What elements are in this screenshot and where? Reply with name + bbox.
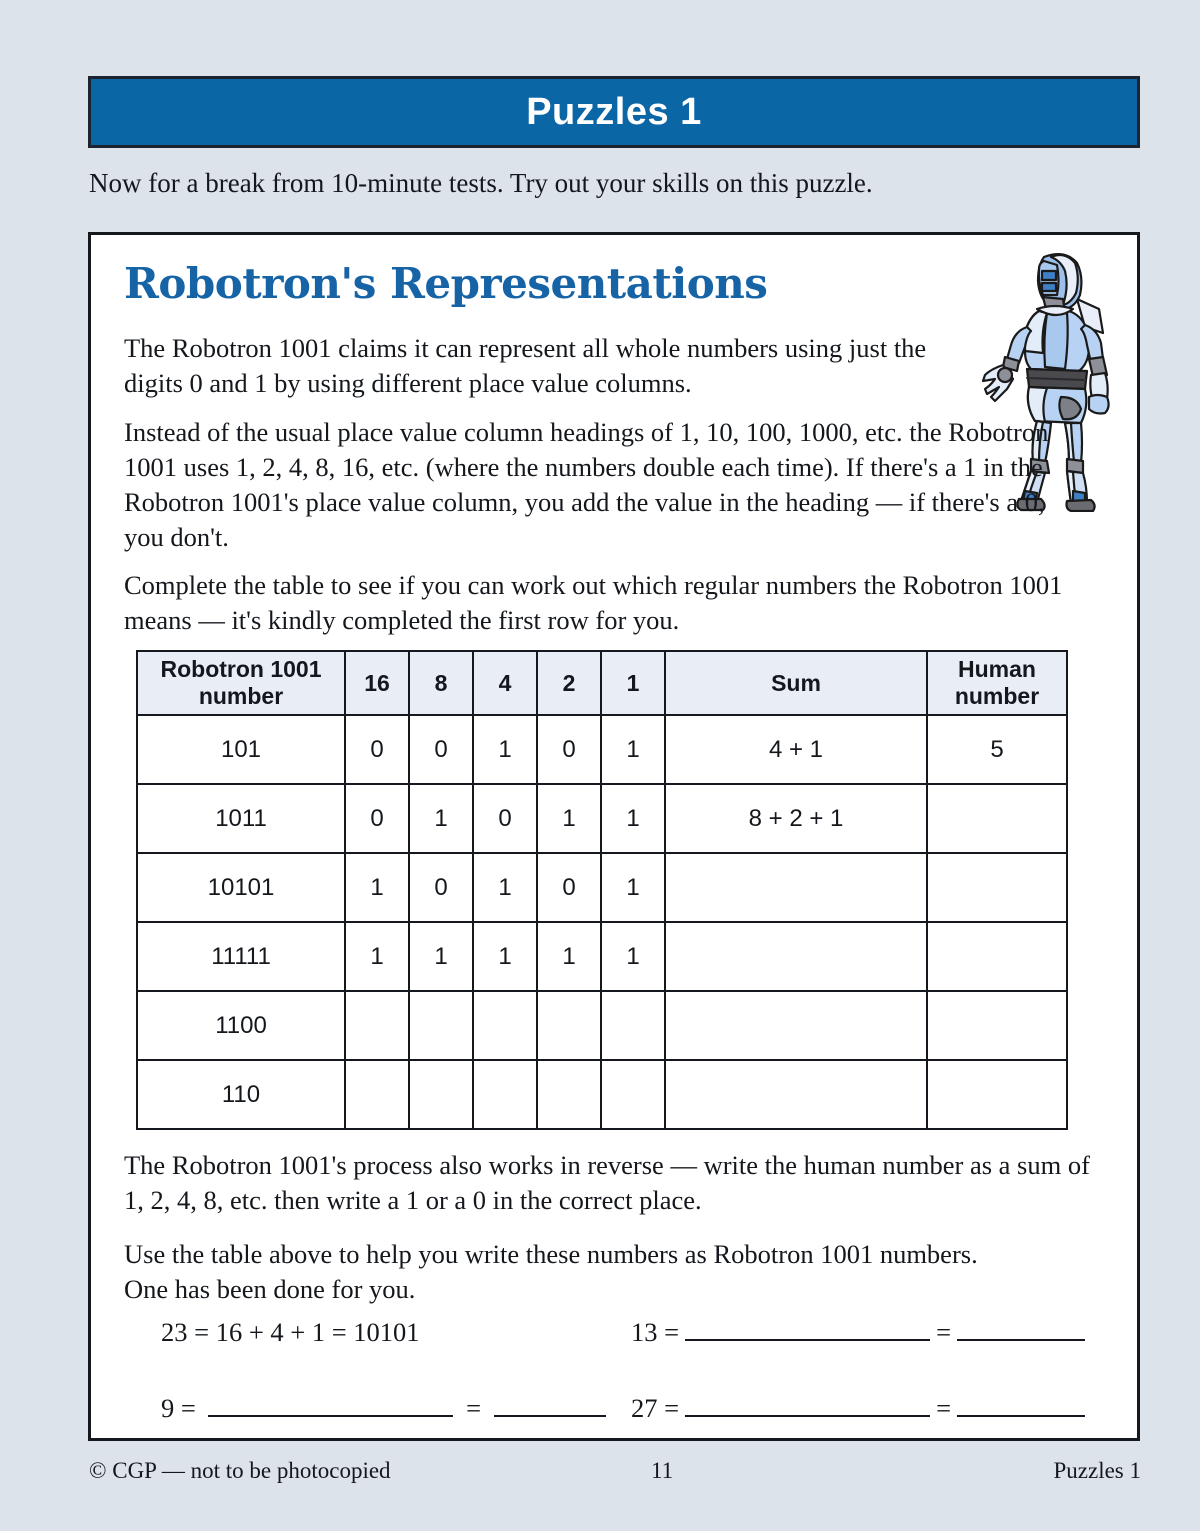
cell-d1[interactable] <box>601 991 665 1060</box>
cell-d2[interactable]: 1 <box>537 922 601 991</box>
column-header-human: Human number <box>927 651 1067 715</box>
cell-d16[interactable]: 0 <box>345 784 409 853</box>
cell-d4[interactable]: 1 <box>473 853 537 922</box>
column-header-4: 4 <box>473 651 537 715</box>
table-header-row <box>137 651 1067 715</box>
table-row <box>137 853 1067 922</box>
footer-section-label: Puzzles 1 <box>1053 1458 1141 1483</box>
paragraph-4: The Robotron 1001's process also works in reverse — write the human number as a sum of 1, 2, 4, 8, etc. then write a 1 or a 0 in the correct place. <box>124 1150 1090 1215</box>
column-header-robotron: Robotron 1001 number <box>137 651 345 715</box>
puzzle-heading: Robotron's Representations <box>124 259 768 308</box>
table-row <box>137 715 1067 784</box>
paragraph-5: Use the table above to help you write these numbers as Robotron 1001 numbers. One has been done for you. <box>124 1239 978 1304</box>
cell-robotron: 101 <box>137 715 345 784</box>
exercise-23-solved: 23 = 16 + 4 + 1 = 10101 <box>161 1317 420 1347</box>
cell-human[interactable] <box>927 922 1067 991</box>
cell-d2[interactable]: 1 <box>537 784 601 853</box>
cell-sum[interactable] <box>665 1060 927 1129</box>
exercise-9-answer-blank[interactable] <box>494 1393 606 1417</box>
cell-d16[interactable]: 1 <box>345 922 409 991</box>
table-row <box>137 922 1067 991</box>
intro-text: Now for a break from 10-minute tests. Try out your skills on this puzzle. <box>89 168 873 198</box>
exercise-13-equals: = <box>936 1317 952 1347</box>
cell-d2[interactable] <box>537 991 601 1060</box>
cell-d1[interactable]: 1 <box>601 922 665 991</box>
exercise-9-equals: = <box>466 1393 482 1423</box>
exercise-27-sum-blank[interactable] <box>685 1393 930 1417</box>
cell-human[interactable] <box>927 853 1067 922</box>
cell-sum[interactable]: 8 + 2 + 1 <box>665 784 927 853</box>
column-header-16: 16 <box>345 651 409 715</box>
copyright-notice: © CGP — not to be photocopied <box>89 1458 391 1483</box>
exercise-row-1 <box>161 1317 1091 1348</box>
table-row <box>137 784 1067 853</box>
exercise-row-2 <box>161 1393 1091 1424</box>
cell-d4[interactable]: 1 <box>473 715 537 784</box>
table-row <box>137 991 1067 1060</box>
cell-robotron: 110 <box>137 1060 345 1129</box>
cell-human[interactable]: 5 <box>927 715 1067 784</box>
cell-d8[interactable] <box>409 991 473 1060</box>
paragraph-1: The Robotron 1001 claims it can represent all whole numbers using just the digits 0 and 1 by using different place value columns. <box>124 333 927 398</box>
cell-d1[interactable]: 1 <box>601 715 665 784</box>
cell-d8[interactable]: 0 <box>409 715 473 784</box>
column-header-8: 8 <box>409 651 473 715</box>
page-number: 11 <box>650 1458 674 1483</box>
cell-d2[interactable]: 0 <box>537 715 601 784</box>
exercise-27-answer-blank[interactable] <box>957 1393 1085 1417</box>
cell-d4[interactable]: 1 <box>473 922 537 991</box>
column-header-1: 1 <box>601 651 665 715</box>
cell-sum[interactable] <box>665 922 927 991</box>
cell-sum[interactable] <box>665 991 927 1060</box>
cell-d8[interactable] <box>409 1060 473 1129</box>
cell-sum[interactable] <box>665 853 927 922</box>
cell-human[interactable] <box>927 1060 1067 1129</box>
table-row <box>137 1060 1067 1129</box>
cell-d1[interactable]: 1 <box>601 853 665 922</box>
cell-d8[interactable]: 0 <box>409 853 473 922</box>
cell-robotron: 11111 <box>137 922 345 991</box>
page-banner <box>88 76 1140 148</box>
page-footer <box>89 1458 1141 1484</box>
cell-d16[interactable]: 0 <box>345 715 409 784</box>
cell-d8[interactable]: 1 <box>409 922 473 991</box>
place-value-table <box>136 650 1068 1130</box>
cell-d2[interactable]: 0 <box>537 853 601 922</box>
cell-d8[interactable]: 1 <box>409 784 473 853</box>
column-header-sum: Sum <box>665 651 927 715</box>
exercise-9-label: 9 = <box>161 1393 196 1423</box>
exercise-13-answer-blank[interactable] <box>957 1317 1085 1341</box>
cell-human[interactable] <box>927 991 1067 1060</box>
paragraph-2: Instead of the usual place value column headings of 1, 10, 100, 1000, etc. the Robotron 1001 uses 1, 2, 4, 8, 16, etc. (where the numbers double each time). If there's a 1 in the Robotron 1001's place value column, you add the value in the heading — if there's a 0, you don't. <box>124 417 1049 552</box>
exercise-9-sum-blank[interactable] <box>208 1393 453 1417</box>
cell-robotron: 1100 <box>137 991 345 1060</box>
cell-d16[interactable] <box>345 991 409 1060</box>
cell-d4[interactable] <box>473 1060 537 1129</box>
column-header-2: 2 <box>537 651 601 715</box>
cell-d16[interactable] <box>345 1060 409 1129</box>
cell-d1[interactable] <box>601 1060 665 1129</box>
cell-d2[interactable] <box>537 1060 601 1129</box>
exercise-27-equals: = <box>936 1393 952 1423</box>
cell-d16[interactable]: 1 <box>345 853 409 922</box>
page-title: Puzzles 1 <box>526 90 702 133</box>
exercise-27-label: 27 = <box>631 1393 680 1423</box>
cell-human[interactable] <box>927 784 1067 853</box>
exercise-13-sum-blank[interactable] <box>685 1317 930 1341</box>
puzzle-panel <box>88 232 1140 1441</box>
cell-d4[interactable] <box>473 991 537 1060</box>
cell-d4[interactable]: 0 <box>473 784 537 853</box>
cell-robotron: 10101 <box>137 853 345 922</box>
cell-robotron: 1011 <box>137 784 345 853</box>
cell-sum[interactable]: 4 + 1 <box>665 715 927 784</box>
paragraph-3: Complete the table to see if you can work out which regular numbers the Robotron 1001 means — it's kindly completed the first row for you. <box>124 570 1063 635</box>
cell-d1[interactable]: 1 <box>601 784 665 853</box>
exercise-9 <box>161 1393 631 1424</box>
exercise-13-label: 13 = <box>631 1317 680 1347</box>
